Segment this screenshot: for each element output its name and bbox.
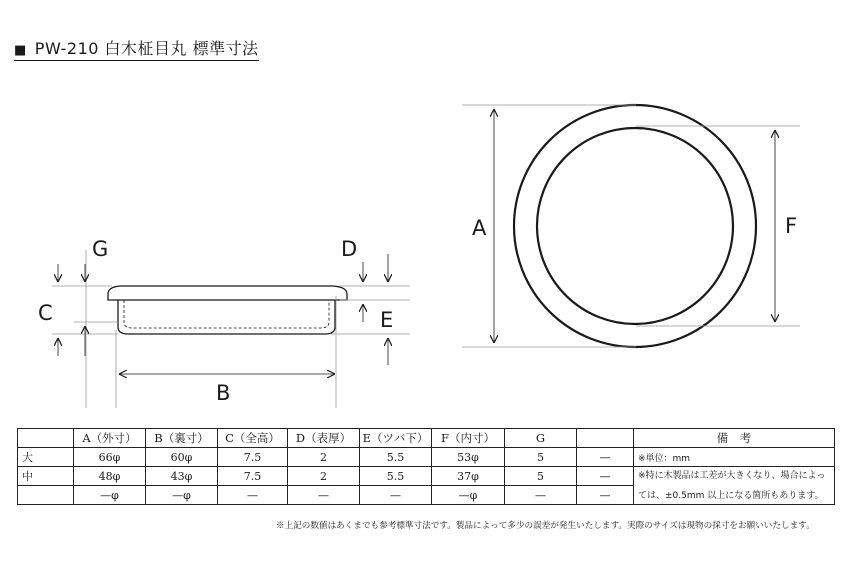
side-view	[108, 286, 347, 334]
top-view	[514, 105, 756, 347]
table-cell: 5.5	[360, 448, 432, 467]
table-cell: —	[218, 486, 288, 505]
table-cell: 5	[505, 448, 577, 467]
table-cell: —φ	[146, 486, 218, 505]
header-cell-notes: 備 考	[634, 429, 835, 448]
label-a: A	[472, 216, 487, 240]
header-cell: E（ツバ下）	[360, 429, 432, 448]
header-cell	[577, 429, 634, 448]
dim-left	[52, 250, 118, 408]
header-cell: G	[505, 429, 577, 448]
table-cell: 43φ	[146, 467, 218, 486]
footnote: ※上記の数値はあくまでも参考標準寸法です。製品によって多少の誤差が発生いたします。実際のサイズは現物の採寸をお願いいたします。	[276, 521, 815, 531]
table-cell: —	[360, 486, 432, 505]
outer-ring	[514, 105, 756, 347]
table-row	[18, 467, 835, 486]
table-header-row	[18, 429, 835, 448]
header-cell: D（表厚）	[288, 429, 360, 448]
notes-remark	[634, 467, 835, 505]
label-e: E	[380, 308, 394, 332]
table-cell: 5.5	[360, 467, 432, 486]
table-cell: 7.5	[218, 448, 288, 467]
title-text: PW-210 白木柾目丸 標準寸法	[34, 39, 259, 58]
notes-line-2: ては、±0.5mm 以上になる箇所もあります。	[638, 490, 824, 501]
table-cell: —	[577, 448, 634, 467]
header-cell: B（裏寸）	[146, 429, 218, 448]
table-row	[18, 448, 835, 467]
notes-line-1: ※特に木製品は工差が大きくなり、場合によっ	[638, 470, 826, 481]
table-cell: 60φ	[146, 448, 218, 467]
table-cell: —	[577, 486, 634, 505]
side-view-body	[118, 300, 335, 334]
label-c: C	[38, 301, 53, 325]
table-cell: 2	[288, 448, 360, 467]
dim-a-f	[462, 105, 800, 347]
label-b: B	[216, 381, 231, 405]
table-cell: 37φ	[432, 467, 505, 486]
spec-table	[17, 428, 835, 505]
label-d: D	[341, 237, 358, 261]
header-cell: F（内寸）	[432, 429, 505, 448]
inner-ring	[537, 128, 733, 324]
table-cell: 5	[505, 467, 577, 486]
table-cell: —φ	[74, 486, 146, 505]
notes-unit: ※単位：mm	[634, 448, 835, 467]
header-cell	[18, 429, 74, 448]
table-cell: 66φ	[74, 448, 146, 467]
table-cell: —	[505, 486, 577, 505]
label-g: G	[92, 237, 109, 261]
table-cell: 53φ	[432, 448, 505, 467]
label-f: F	[785, 214, 798, 238]
row-label: 中	[18, 467, 74, 486]
header-cell: C（全高）	[218, 429, 288, 448]
side-view-inner-dashed	[124, 300, 329, 328]
header-cell: A（外寸）	[74, 429, 146, 448]
table-cell: 48φ	[74, 467, 146, 486]
table-cell: —	[577, 467, 634, 486]
dim-right	[330, 254, 410, 408]
row-label: 大	[18, 448, 74, 467]
table-cell: 7.5	[218, 467, 288, 486]
title-square-mark: ■	[14, 43, 27, 58]
side-view-rim	[108, 286, 347, 300]
table-cell: —	[288, 486, 360, 505]
row-label	[18, 486, 74, 505]
table-cell: —φ	[432, 486, 505, 505]
table-cell: 2	[288, 467, 360, 486]
